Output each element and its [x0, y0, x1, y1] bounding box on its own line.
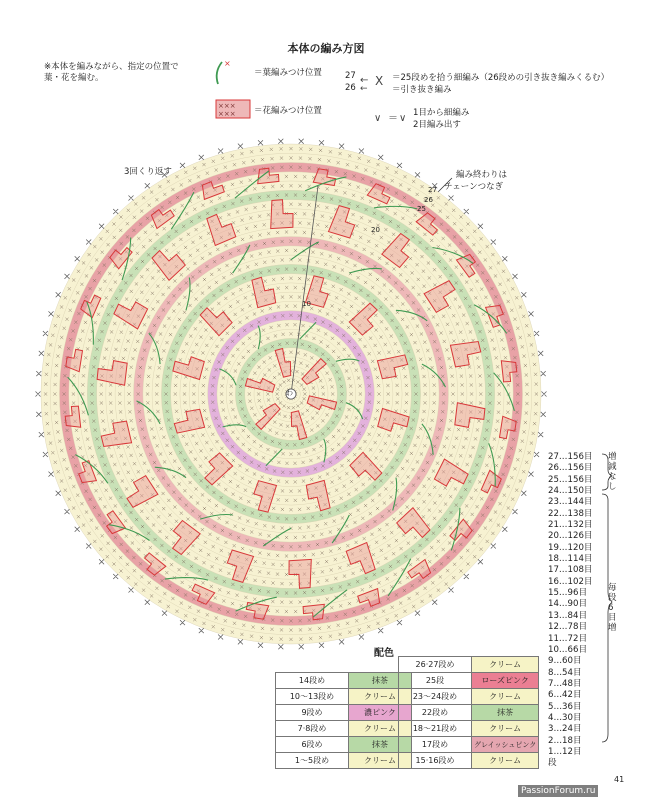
color-name: 濃ピンク [349, 705, 412, 721]
row-count-tail: 段 [548, 758, 557, 769]
leaf-position-symbol [217, 59, 231, 84]
row-count: 24…150目 [548, 486, 593, 497]
page-number: 41 [614, 775, 625, 784]
color-rows: 15·16段め [399, 753, 472, 769]
row-count: 5…36目 [548, 701, 582, 712]
color-row [276, 689, 412, 705]
instruction-note: ※本体を編みながら、指定の位置で葉・花を編む。 [44, 62, 179, 83]
color-name: クリーム [349, 721, 412, 737]
svg-text:＝: ＝ [388, 113, 398, 124]
row-count: 13…84目 [548, 610, 588, 621]
legend-sc-text: ＝25段めを拾う細編み（26段めの引き抜き編みくるむ） [392, 73, 610, 83]
color-row [399, 753, 539, 769]
row-marker-26: 26 [424, 196, 433, 204]
color-row [399, 721, 539, 737]
color-name: クリーム [349, 689, 412, 705]
row-count: 22…138目 [548, 508, 593, 519]
row-count: 20…126目 [548, 531, 593, 542]
color-rows: 22段め [399, 705, 472, 721]
color-rows: 9段め [276, 705, 349, 721]
row-count: 12…78目 [548, 622, 588, 633]
color-name: 抹茶 [349, 673, 412, 689]
row-count: 15…96目 [548, 588, 588, 599]
row-count: 16…102目 [548, 576, 593, 587]
color-rows: 23〜24段め [399, 689, 472, 705]
color-row [399, 657, 539, 673]
legend-sl-text: ＝引き抜き編み [392, 85, 452, 95]
color-row [276, 721, 412, 737]
svg-text:×: × [224, 59, 231, 68]
color-name: グレイッシュピンク [472, 737, 539, 753]
color-row [276, 673, 412, 689]
legend-num-27: 27 [345, 71, 356, 81]
svg-text:×××: ××× [218, 102, 236, 110]
color-name: クリーム [472, 689, 539, 705]
legend-num-26: 26 [345, 83, 356, 93]
color-rows: 18〜21段め [399, 721, 472, 737]
row-count: 18…114目 [548, 554, 593, 565]
color-name: クリーム [472, 721, 539, 737]
color-row [276, 737, 412, 753]
stitch-symbol-a [360, 74, 383, 94]
row-count: 7…48目 [548, 678, 582, 689]
color-name: 抹茶 [349, 737, 412, 753]
row-count: 2…18目 [548, 735, 582, 746]
color-rows: 1〜5段め [276, 753, 349, 769]
svg-text:×××: ××× [218, 110, 236, 118]
row-count: 23…144目 [548, 497, 593, 508]
color-row [399, 737, 539, 753]
row-count: 4…30目 [548, 712, 582, 723]
leaf-legend-text: ＝葉編みつけ位置 [254, 68, 322, 78]
color-chart-title: 配色 [374, 648, 394, 659]
row-count: 10…66目 [548, 644, 588, 655]
color-name: ローズピンク [472, 673, 539, 689]
color-rows: 7·8段め [276, 721, 349, 737]
row-marker-20: 20 [371, 226, 380, 234]
color-row [399, 673, 539, 689]
color-name: クリーム [472, 657, 539, 673]
color-rows: 14段め [276, 673, 349, 689]
color-row [276, 705, 412, 721]
row-count: 1…12目 [548, 746, 582, 757]
color-rows: 17段め [399, 737, 472, 753]
row-count: 9…60目 [548, 656, 582, 667]
stitch-symbol-b [374, 113, 406, 124]
color-row [399, 705, 539, 721]
legend-inc-text-b: 2目編み出す [413, 120, 461, 130]
row-count: 6…42目 [548, 690, 582, 701]
color-name: クリーム [472, 753, 539, 769]
start-label: わ [286, 389, 293, 397]
color-table-left [275, 672, 412, 769]
svg-text:∨: ∨ [399, 113, 407, 124]
row-marker-25: 25 [417, 205, 426, 213]
row-marker-10: 10 [302, 300, 311, 308]
color-rows: 25段 [399, 673, 472, 689]
finish-label-b: チェーンつなぎ [444, 182, 504, 192]
legend-inc-text-a: 1目から細編み [413, 108, 470, 118]
repeat-label: 3回くり返す [124, 167, 172, 177]
page-title: 本体の編み方図 [287, 42, 365, 55]
color-name: クリーム [349, 753, 412, 769]
finish-label-a: 編み終わりは [456, 170, 508, 180]
no-increase-label: 増減なし [608, 452, 617, 492]
svg-text:←: ← [360, 75, 369, 86]
color-rows: 6段め [276, 737, 349, 753]
color-row [276, 753, 412, 769]
color-row [399, 689, 539, 705]
row-count-list [548, 452, 608, 770]
row-count: 11…72目 [548, 633, 588, 644]
row-marker-27: 27 [428, 186, 437, 194]
row-count: 26…156目 [548, 463, 593, 474]
color-rows: 26·27段め [399, 657, 472, 673]
color-table-right [398, 656, 539, 769]
row-count: 3…24目 [548, 724, 582, 735]
row-count: 17…108目 [548, 565, 593, 576]
row-count: 27…156目 [548, 452, 593, 462]
row-count: 21…132目 [548, 520, 593, 531]
increase-label: 毎段6目増 [608, 583, 617, 633]
watermark: PassionForum.ru [518, 785, 598, 797]
svg-text:∨: ∨ [374, 113, 382, 124]
flower-legend-text: ＝花編みつけ位置 [254, 106, 322, 116]
row-count: 8…54目 [548, 667, 582, 678]
row-count: 14…90目 [548, 599, 588, 610]
row-count: 25…156目 [548, 474, 593, 485]
flower-position-symbol [216, 100, 250, 118]
row-count: 19…120目 [548, 542, 593, 553]
svg-text:←: ← [360, 84, 368, 94]
color-rows: 10〜13段め [276, 689, 349, 705]
svg-text:X: X [375, 74, 384, 88]
color-name: 抹茶 [472, 705, 539, 721]
